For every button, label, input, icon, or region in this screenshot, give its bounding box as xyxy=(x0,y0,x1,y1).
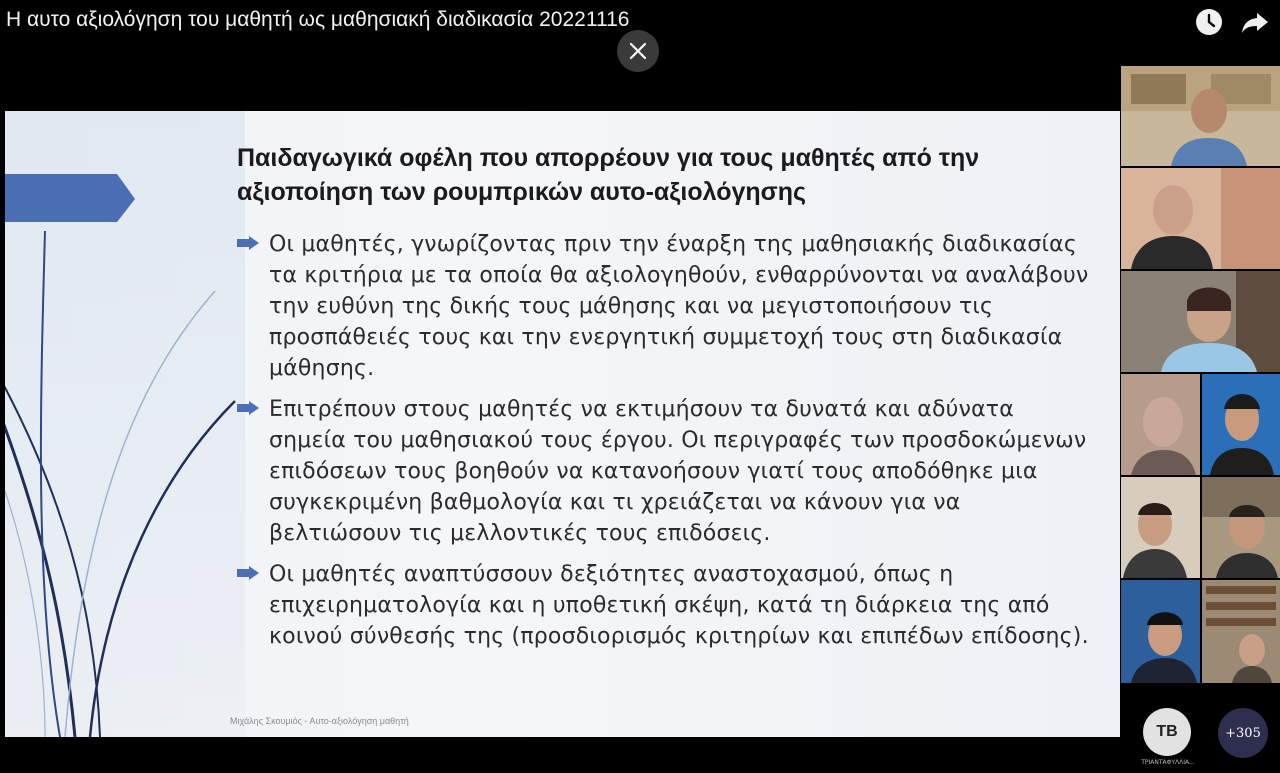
participant-video-tile[interactable] xyxy=(1121,477,1200,578)
bullet-item xyxy=(237,394,1097,549)
close-icon xyxy=(628,41,648,61)
participant-video-tile[interactable] xyxy=(1202,374,1280,475)
participant-video-tile[interactable] xyxy=(1121,271,1280,372)
bullet-text: Οι μαθητές, γνωρίζοντας πριν την έναρξη της μαθησιακής διαδικασίας τα κριτήρια με τα οποία θα αξιολογηθούν, ενθαρρύνονται να αναλάβουν την ευθύνη της δικής τους μάθησης και να μεγιστοποιήσουν τις προσπάθειές τους και την ενεργητική συμμετοχή τους στη διαδικασία μάθησης. xyxy=(269,232,1089,381)
arrow-bullet-icon xyxy=(237,236,259,250)
bullet-text: Οι μαθητές αναπτύσσουν δεξιότητες αναστοχασμού, όπως η επιχειρηματολογία και η υποθετική σκέψη, κατά τη διάρκεια της από κοινού σύνθεσής της (προσδιορισμός κριτηρίων και επιπέδων επίδοσης). xyxy=(269,562,1089,649)
arrow-bullet-icon xyxy=(237,401,259,415)
participant-video-tile[interactable] xyxy=(1121,66,1280,166)
participant-video-tile[interactable] xyxy=(1121,580,1200,683)
presentation-slide xyxy=(5,111,1120,737)
bullet-item xyxy=(237,229,1097,384)
clock-icon[interactable] xyxy=(1194,7,1224,37)
participant-video-tile[interactable] xyxy=(1121,168,1280,269)
share-icon[interactable] xyxy=(1240,7,1270,37)
bullet-item xyxy=(237,559,1097,652)
participant-video-tile[interactable] xyxy=(1121,374,1200,475)
participant-panel xyxy=(1121,66,1280,683)
participant-avatar[interactable]: TB xyxy=(1143,708,1191,756)
more-participants-button[interactable]: +305 xyxy=(1218,708,1268,758)
bullet-text: Επιτρέπουν στους μαθητές να εκτιμήσουν τα δυνατά και αδύνατα σημεία του μαθησιακού τους έργου. Οι περιγραφές των προσδοκώμενων επιδόσεων τους βοηθούν να κατανοήσουν γιατί τους αποδόθηκε μια συγκεκριμένη βαθμολογία και τι χρειάζεται να κάνουν για να βελτιώσουν τις μελλοντικές τους επιδόσεις. xyxy=(269,397,1087,546)
slide-decoration xyxy=(5,111,245,737)
participant-video-tile[interactable] xyxy=(1202,580,1280,683)
arrow-bullet-icon xyxy=(237,566,259,580)
participant-video-tile[interactable] xyxy=(1202,477,1280,578)
slide-footer: Μιχάλης Σκουμιός - Αυτο-αξιολόγηση μαθητή xyxy=(230,716,409,726)
slide-heading: Παιδαγωγικά οφέλη που απορρέουν για τους μαθητές από την αξιοποίηση των ρουμπρικών αυτο-αξιολόγησης xyxy=(237,144,980,206)
close-button[interactable] xyxy=(617,30,659,72)
video-title: Η αυτο αξιολόγηση του μαθητή ως μαθησιακή διαδικασία 20221116 xyxy=(6,8,630,31)
bullet-list xyxy=(237,229,1097,662)
participant-avatar-name: ΤΡΙΑΝΤΑΦΥΛΛΙΑ... xyxy=(1141,759,1195,766)
